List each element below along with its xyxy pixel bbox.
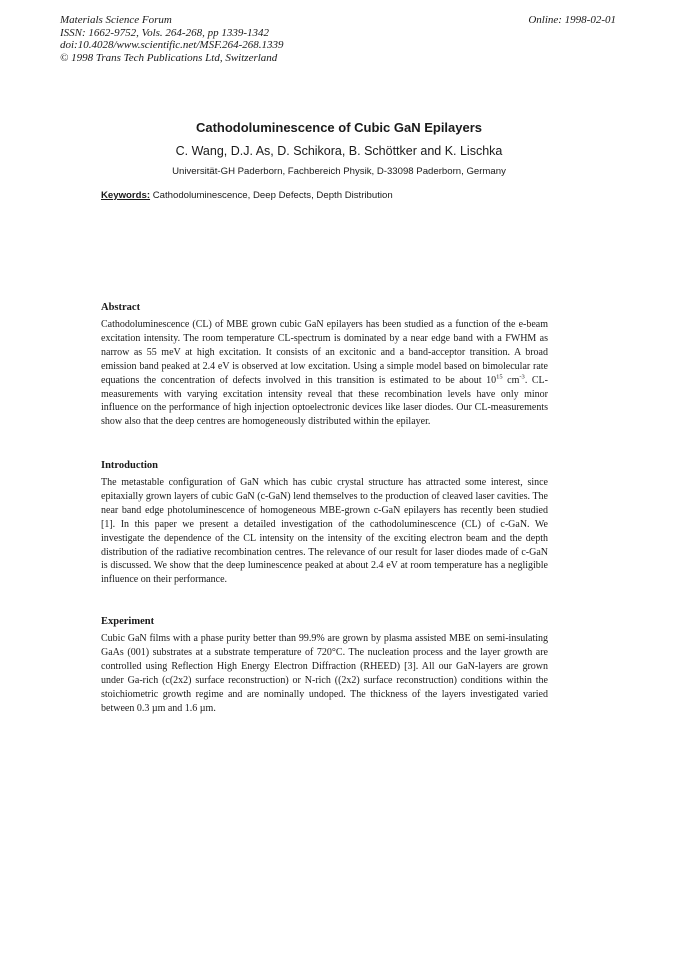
experiment-section	[101, 616, 548, 715]
abstract-exponent-b: -3	[519, 373, 525, 381]
abstract-section	[101, 302, 548, 429]
keywords-label: Keywords:	[101, 190, 151, 201]
abstract-exponent-a: 15	[496, 373, 503, 381]
keywords-line	[101, 190, 393, 201]
experiment-text: Cubic GaN films with a phase purity better than 99.9% are grown by plasma assisted MBE on semi-insulating GaAs (001) substrates at a substrate temperature of 720°C. The nucleation process and the layer growth are controlled using Reflection High Energy Electron Diffraction (RHEED) [3]. All our GaN-layers are grown under Ga-rich (c(2x2) surface reconstruction) or N-rich ((2x2) surface reconstruction) conditions within the stoichiometric growth regime and are nominally undoped. The thickness of the layers investigated varied between 0.3 µm and 1.6 µm.	[101, 633, 548, 714]
abstract-text	[101, 318, 548, 429]
journal-header	[60, 14, 284, 64]
doi-line[interactable]: doi:10.4028/www.scientific.net/MSF.264-268.1339	[60, 39, 284, 51]
abstract-text-part-c: . CL-measurements with varying excitation intensity reveal that these recombination levels have only minor influence on the performance of high injection optoelectronic devices like laser diodes. Our CL-measurements show also that the deep centres are homogeneously distributed within the epilayer.	[101, 374, 548, 428]
paper-title: Cathodoluminescence of Cubic GaN Epilayers	[195, 120, 483, 135]
online-date: Online: 1998-02-01	[528, 14, 616, 26]
issn-line: ISSN: 1662-9752, Vols. 264-268, pp 1339-1342	[60, 26, 269, 39]
abstract-heading: Abstract	[101, 302, 141, 313]
introduction-text: The metastable configuration of GaN which has cubic crystal structure has attracted some interest, since epitaxially grown layers of cubic GaN (c-GaN) lend themselves to the production of cleaved laser cavities. The near band edge photoluminescence of homogeneous MBE-grown c-GaN epilayers has recently been studied [1]. In this paper we present a detailed investigation of the cathodoluminescence (CL) of c-GaN. We investigate the dependence of the CL intensity on the intensity of the exciting electron beam and the depth distribution of the radiative recombination centres. The relevance of our result for laser diodes made of c-GaN is discussed. We show that the deep luminescence peaked at about 2.4 eV at room temperature has a negligible influence on their performance.	[101, 477, 548, 586]
experiment-heading: Experiment	[101, 616, 155, 627]
copyright-line: © 1998 Trans Tech Publications Ltd, Switzerland	[60, 51, 278, 64]
introduction-heading: Introduction	[101, 460, 158, 471]
journal-name: Materials Science Forum	[60, 14, 172, 26]
paper-affiliation: Universität-GH Paderborn, Fachbereich Physik, D-33098 Paderborn, Germany	[172, 166, 506, 177]
introduction-section	[101, 460, 548, 587]
keywords-list: Cathodoluminescence, Deep Defects, Depth Distribution	[150, 190, 393, 201]
abstract-text-part-a: Cathodoluminescence (CL) of MBE grown cubic GaN epilayers has been studied as a function of the e-beam excitation intensity. The room temperature CL-spectrum is dominated by a near edge band with a FWHM as narrow as 55 meV at high excitation. It consists of an excitonic and a band-acceptor transition. A broad emission band peaked at 2.4 eV is observed at low excitation. Using a simple model based on bimolecular rate equations the concentration of defects involved in this transition is estimated to be about 10	[101, 319, 548, 386]
paper-authors: C. Wang, D.J. As, D. Schikora, B. Schöttker and K. Lischka	[175, 144, 503, 158]
abstract-text-part-b: cm	[502, 374, 520, 386]
